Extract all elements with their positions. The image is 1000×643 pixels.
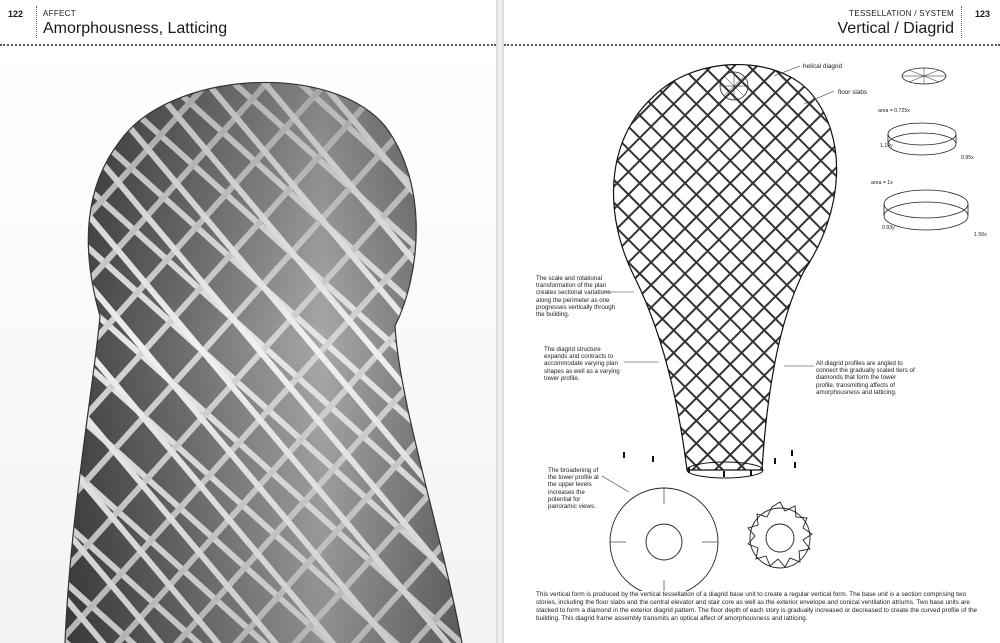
page-title: Amorphousness, Latticing xyxy=(43,20,228,37)
note-scale: The scale and rotational transformation of the plan creates sectional variations along the perimeter as one progresses vertically through the building. xyxy=(536,275,616,319)
tower-photograph xyxy=(0,46,496,643)
label-helical-diagrid: helical diagrid xyxy=(803,63,843,70)
note-profiles: All diagrid profiles are angled to connect the gradually scaled tiers of diamonds that form the tower profile, transmitting affects of amorphousness and latticing. xyxy=(816,360,915,396)
base-unit-diagrams xyxy=(884,68,968,230)
left-header xyxy=(0,0,496,46)
section-label: AFFECT xyxy=(43,9,76,18)
left-page xyxy=(0,0,496,643)
divider xyxy=(961,6,962,38)
book-gutter xyxy=(496,0,504,643)
page-number: 122 xyxy=(8,9,24,19)
note-broadening: The broadening of the tower profile at the upper levels increases the potential for panoramic views. xyxy=(548,467,599,511)
section-label: TESSELLATION / SYSTEM xyxy=(849,9,954,18)
right-header xyxy=(504,0,1000,46)
label-area-1: area = 0.725x xyxy=(878,108,910,114)
right-page xyxy=(504,0,1000,643)
label-dim-4: 1.50x xyxy=(974,232,987,238)
label-dim-2: 0.95x xyxy=(961,155,974,161)
page-number: 123 xyxy=(974,9,990,19)
floor-plan-drawings xyxy=(610,488,812,591)
label-dim-3: 0.93y xyxy=(882,225,895,231)
page-title: Vertical / Diagrid xyxy=(837,20,954,37)
note-structure: The diagrid structure expands and contracts to accommodate varying plan shapes as well as a varying tower profile. xyxy=(544,346,620,382)
label-dim-1: 1.14y xyxy=(880,143,893,149)
label-floor-slabs: floor slabs xyxy=(838,89,868,96)
caption: This vertical form is produced by the vertical tessellation of a diagrid base unit to create a regular vertical form. The base unit is a section comprising two stories, including the floor slabs and the central elevator and stair core as well as the exterior envelope and conical ventilation atriums. Two base units are stacked to form a diamond in the exterior diagrid pattern. The floor depth of each story is gradually increased or decreased to create the curved profile of the building. This diagrid frame assembly transmits an optical affect of amorphousness and latticing. xyxy=(536,591,978,622)
label-area-2: area = 1x xyxy=(871,180,893,186)
divider xyxy=(36,6,37,38)
